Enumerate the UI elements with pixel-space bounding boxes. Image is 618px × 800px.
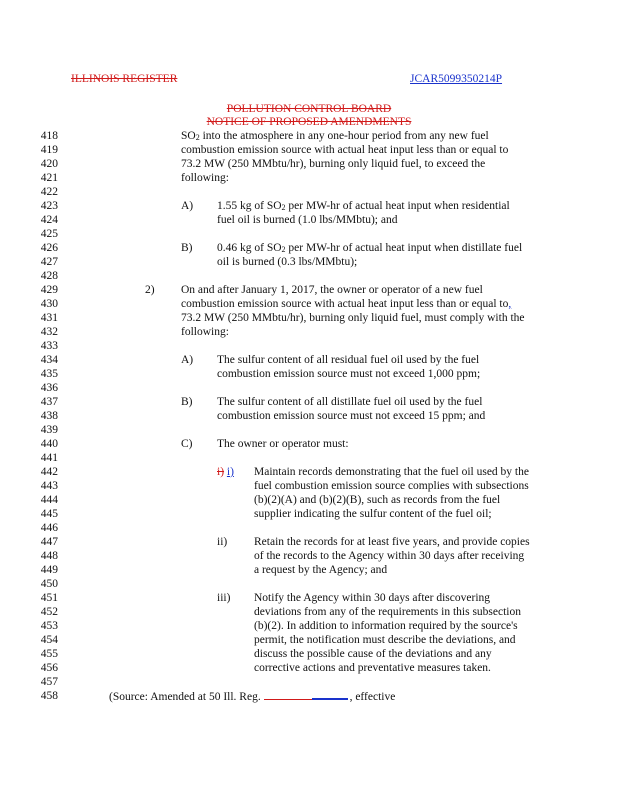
- line-number: 454: [40, 634, 58, 646]
- line-number: 456: [40, 662, 58, 674]
- iii-line2: deviations from any of the requirements in this subsection: [254, 606, 521, 618]
- p1-line2: combustion emission source with actual heat input less than or equal to: [181, 144, 509, 156]
- line-number: 435: [40, 368, 58, 380]
- line-number: 427: [40, 256, 58, 268]
- line-number: 432: [40, 326, 58, 338]
- i-line3: (b)(2)(A) and (b)(2)(B), such as records from the fuel: [254, 494, 501, 506]
- line-number: 453: [40, 620, 58, 632]
- line-number: 457: [40, 676, 58, 688]
- line-number: 421: [40, 172, 58, 184]
- iii-label: iii): [217, 592, 231, 604]
- line-number: 422: [40, 186, 58, 198]
- b1-line2: oil is burned (0.3 lbs/MMbtu);: [217, 256, 358, 268]
- iii-line4: permit, the notification must describe the deviations, and: [254, 634, 516, 646]
- line-number: 420: [40, 158, 58, 170]
- line-number: 425: [40, 228, 58, 240]
- line-number: 424: [40, 214, 58, 226]
- b1-line1: 0.46 kg of $SO_2$ per MW-hr of actual heat input when distillate fuel: [217, 242, 523, 254]
- a1-line2: fuel oil is burned (1.0 lbs/MMbtu); and: [217, 214, 398, 226]
- ii-line2: of the records to the Agency within 30 days after receiving: [254, 550, 525, 562]
- p1-line4: following:: [181, 172, 229, 184]
- line-number: 448: [40, 550, 58, 562]
- line-number: 451: [40, 592, 58, 604]
- iii-line1: Notify the Agency within 30 days after discovering: [254, 592, 491, 604]
- line-number: 441: [40, 452, 58, 464]
- p1-line1: $SO_2$ into the atmosphere in any one-hour period from any new fuel: [181, 130, 489, 142]
- b2-line1: The sulfur content of all distillate fuel oil used by the fuel: [217, 396, 483, 408]
- line-number: 436: [40, 382, 58, 394]
- line-number: 442: [40, 466, 58, 478]
- line-number: 426: [40, 242, 58, 254]
- item2-line4: following:: [181, 326, 229, 338]
- line-number: 419: [40, 144, 58, 156]
- c2-line1: The owner or operator must:: [217, 438, 349, 450]
- a2-line2: combustion emission source must not exceed 1,000 ppm;: [217, 368, 481, 380]
- line-number: 449: [40, 564, 58, 576]
- line-number: 433: [40, 340, 58, 352]
- a2-label: A): [181, 354, 194, 366]
- i-line4: supplier indicating the sulfur content of the fuel oil;: [254, 508, 492, 520]
- a2-line1: The sulfur content of all residual fuel oil used by the fuel: [217, 354, 480, 366]
- line-number: 455: [40, 648, 58, 660]
- line-number: 437: [40, 396, 58, 408]
- ii-label: ii): [217, 536, 228, 548]
- line-number: 445: [40, 508, 58, 520]
- line-number: 428: [40, 270, 58, 282]
- line-number: 418: [40, 130, 58, 142]
- board-title: POLLUTION CONTROL BOARD: [226, 103, 392, 115]
- line-number: 440: [40, 438, 58, 450]
- b2-line2: combustion emission source must not exceed 15 ppm; and: [217, 410, 486, 422]
- line-number: 430: [40, 298, 58, 310]
- iii-line3: (b)(2). In addition to information required by the source's: [254, 620, 518, 632]
- i-label: i) i): [217, 466, 234, 478]
- a1-label: A): [181, 200, 194, 212]
- a1-line1: 1.55 kg of $SO_2$ per MW-hr of actual heat input when residential: [217, 200, 510, 212]
- line-number: 458: [40, 690, 58, 702]
- i-line1: Maintain records demonstrating that the fuel oil used by the: [254, 466, 529, 478]
- line-number: 452: [40, 606, 58, 618]
- register-title: ILLINOIS REGISTER: [71, 73, 178, 85]
- line-number: 429: [40, 284, 58, 296]
- item2-label: 2): [145, 284, 155, 296]
- notice-title: NOTICE OF PROPOSED AMENDMENTS: [206, 116, 412, 128]
- line-number: 444: [40, 494, 58, 506]
- underline-blank: [312, 689, 348, 700]
- source-note: (Source: Amended at 50 Ill. Reg. , effective: [109, 691, 396, 703]
- iii-line6: corrective actions and preventative measures taken.: [254, 662, 491, 674]
- redline-blank: [264, 690, 312, 700]
- ii-line3: a request by the Agency; and: [254, 564, 388, 576]
- item2-line3: 73.2 MW (250 MMbtu/hr), burning only liquid fuel, must comply with the: [181, 312, 525, 324]
- item2-line1: On and after January 1, 2017, the owner or operator of a new fuel: [181, 284, 483, 296]
- i-line2: fuel combustion emission source complies with subsections: [254, 480, 529, 492]
- line-number: 450: [40, 578, 58, 590]
- p1-line3: 73.2 MW (250 MMbtu/hr), burning only liquid fuel, to exceed the: [181, 158, 486, 170]
- c2-label: C): [181, 438, 193, 450]
- line-number: 447: [40, 536, 58, 548]
- b1-label: B): [181, 242, 193, 254]
- item2-line2: combustion emission source with actual heat input less than or equal to,: [181, 298, 512, 310]
- line-number: 423: [40, 200, 58, 212]
- line-number: 446: [40, 522, 58, 534]
- line-number: 434: [40, 354, 58, 366]
- b2-label: B): [181, 396, 193, 408]
- ii-line1: Retain the records for at least five years, and provide copies: [254, 536, 530, 548]
- line-number: 443: [40, 480, 58, 492]
- line-number: 438: [40, 410, 58, 422]
- iii-line5: discuss the possible cause of the deviations and any: [254, 648, 492, 660]
- line-number: 431: [40, 312, 58, 324]
- line-number: 439: [40, 424, 58, 436]
- jcar-code: JCAR5099350214P: [410, 73, 503, 85]
